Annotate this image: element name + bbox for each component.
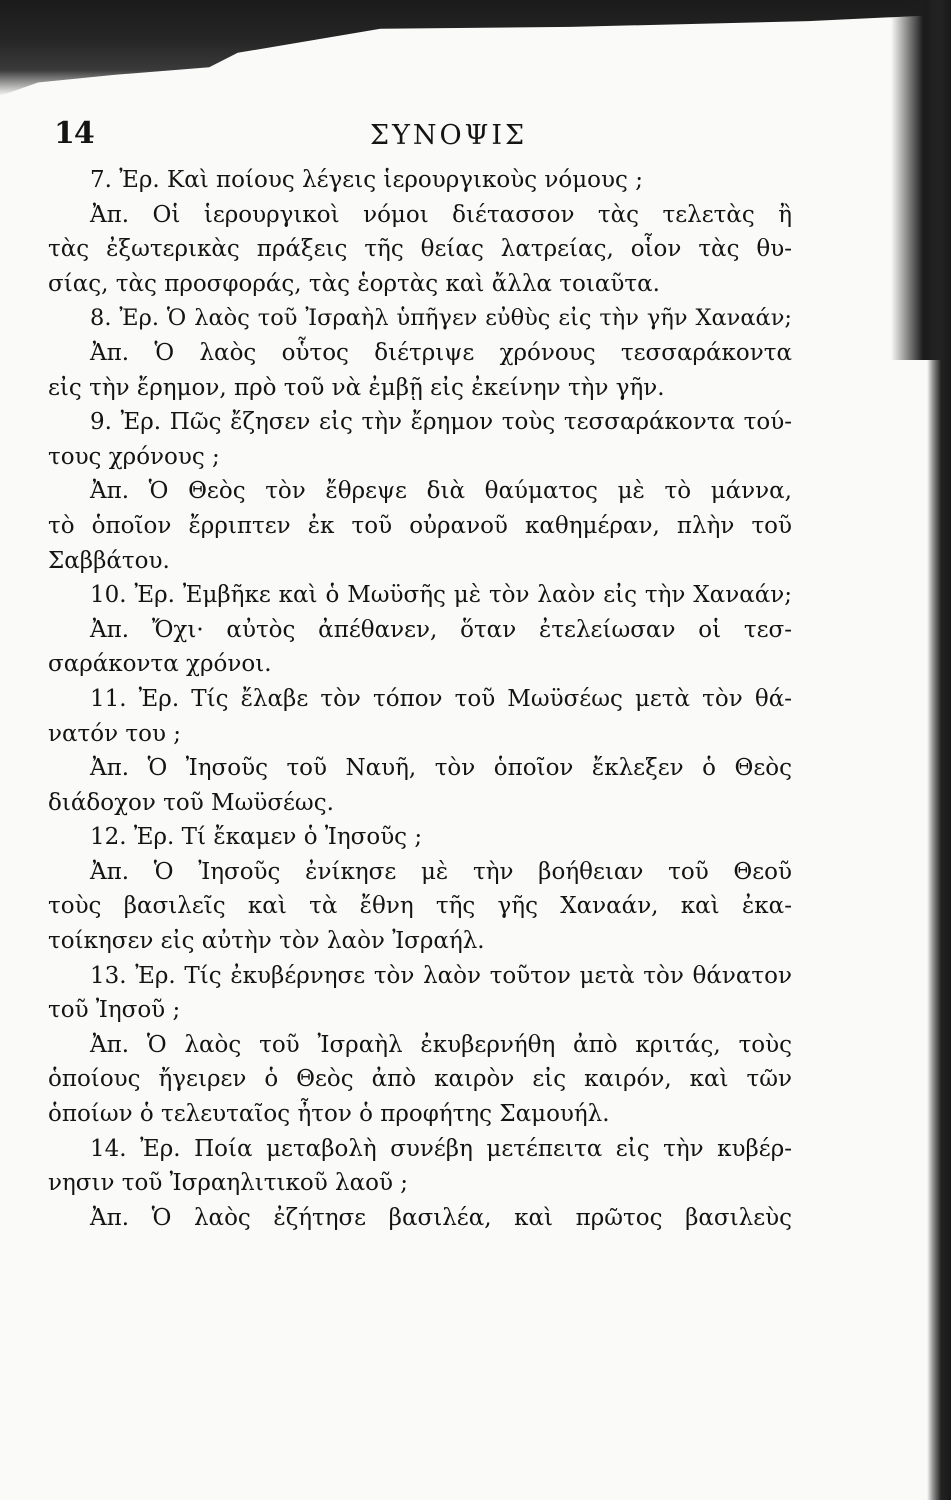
text-line: νησιν τοῦ Ἰσραηλιτικοῦ λαοῦ ; [48,1170,409,1197]
text-line: Σαββάτου. [48,547,170,574]
text-line: Ἀπ. Οἱ ἱερουργικοὶ νόμοι διέτασσον τὰς τελετὰς ἢ [90,201,792,228]
text-line: σαράκοντα χρόνοι. [48,651,272,678]
page-header [50,112,810,156]
text-line: τὰς ἐξωτερικὰς πράξεις τῆς θείας λατρείας, οἷον τὰς θυ- [48,236,792,263]
text-line: Ἀπ. Ὁ λαὸς ἐζήτησε βασιλέα, καὶ πρῶτος βασιλεὺς [90,1204,792,1231]
text-line: 7. Ἐρ. Καὶ ποίους λέγεις ἱερουργικοὺς νόμους ; [90,167,643,193]
text-line: τοῦ Ἰησοῦ ; [48,997,181,1024]
text-line: εἰς τὴν ἔρημον, πρὸ τοῦ νὰ ἐμβῇ εἰς ἐκείνην τὴν γῆν. [48,374,665,401]
scan-shadow-top [0,0,951,96]
text-line: τοίκησεν εἰς αὐτὴν τὸν λαὸν Ἰσραήλ. [48,928,485,955]
text-line: 9. Ἐρ. Πῶς ἔζησεν εἰς τὴν ἔρημον τοὺς τεσσαράκοντα τού- [90,409,792,436]
text-line: τὸ ὁποῖον ἔρριπτεν ἐκ τοῦ οὐρανοῦ καθημέραν, πλὴν τοῦ [48,512,792,539]
text-line: 10. Ἐρ. Ἐμβῆκε καὶ ὁ Μωϋσῆς μὲ τὸν λαὸν εἰς τὴν Χαναάν; [90,582,792,609]
text-line: ὁποίων ὁ τελευταῖος ἦτον ὁ προφήτης Σαμουήλ. [48,1101,610,1128]
text-line: 13. Ἐρ. Τίς ἐκυβέρνησε τὸν λαὸν τοῦτον μετὰ τὸν θάνατον [90,962,792,989]
text-line: Ἀπ. Ὁ Ἰησοῦς τοῦ Ναυῆ, τὸν ὁποῖον ἔκλεξεν ὁ Θεὸς [90,755,792,782]
page-number: 14 [54,116,94,151]
text-line: τοὺς βασιλεῖς καὶ τὰ ἔθνη τῆς γῆς Χαναάν, καὶ ἐκα- [48,893,792,920]
text-line: Ἀπ. Ὁ λαὸς οὗτος διέτριψε χρόνους τεσσαράκοντα [90,339,792,366]
text-line: διάδοχον τοῦ Μωϋσέως. [48,789,334,816]
text-line: ὁποίους ἤγειρεν ὁ Θεὸς ἀπὸ καιρὸν εἰς καιρόν, καὶ τῶν [48,1066,792,1093]
text-line: 14. Ἐρ. Ποία μεταβολὴ συνέβη μετέπειτα εἰς τὴν κυβέρ- [90,1135,792,1162]
text-line: Ἀπ. Ὁ Ἰησοῦς ἐνίκησε μὲ τὴν βοήθειαν τοῦ Θεοῦ [90,858,792,885]
text-line: 12. Ἐρ. Τί ἔκαμεν ὁ Ἰησοῦς ; [90,824,423,851]
text-body [48,163,792,1235]
text-line: νατόν του ; [48,720,181,747]
text-line: Ἀπ. Ὄχι· αὐτὸς ἀπέθανεν, ὅταν ἐτελείωσαν οἱ τεσ- [90,616,792,643]
text-line: τους χρόνους ; [48,443,220,470]
text-line: 8. Ἐρ. Ὁ λαὸς τοῦ Ἰσραὴλ ὑπῆγεν εὐθὺς εἰς τὴν γῆν Χαναάν; [90,305,792,332]
running-head: ΣΥΝΟΨΙΣ [370,120,528,151]
scan-shadow-right [927,0,951,1500]
text-line: Ἀπ. Ὁ Θεὸς τὸν ἔθρεψε διὰ θαύματος μὲ τὸ μάννα, [90,478,792,505]
text-line: σίας, τὰς προσφοράς, τὰς ἑορτὰς καὶ ἄλλα τοιαῦτα. [48,270,660,297]
text-line: Ἀπ. Ὁ λαὸς τοῦ Ἰσραὴλ ἐκυβερνήθη ἀπὸ κριτάς, τοὺς [90,1031,792,1058]
text-line: 11. Ἐρ. Τίς ἔλαβε τὸν τόπον τοῦ Μωϋσέως μετὰ τὸν θά- [90,685,792,712]
